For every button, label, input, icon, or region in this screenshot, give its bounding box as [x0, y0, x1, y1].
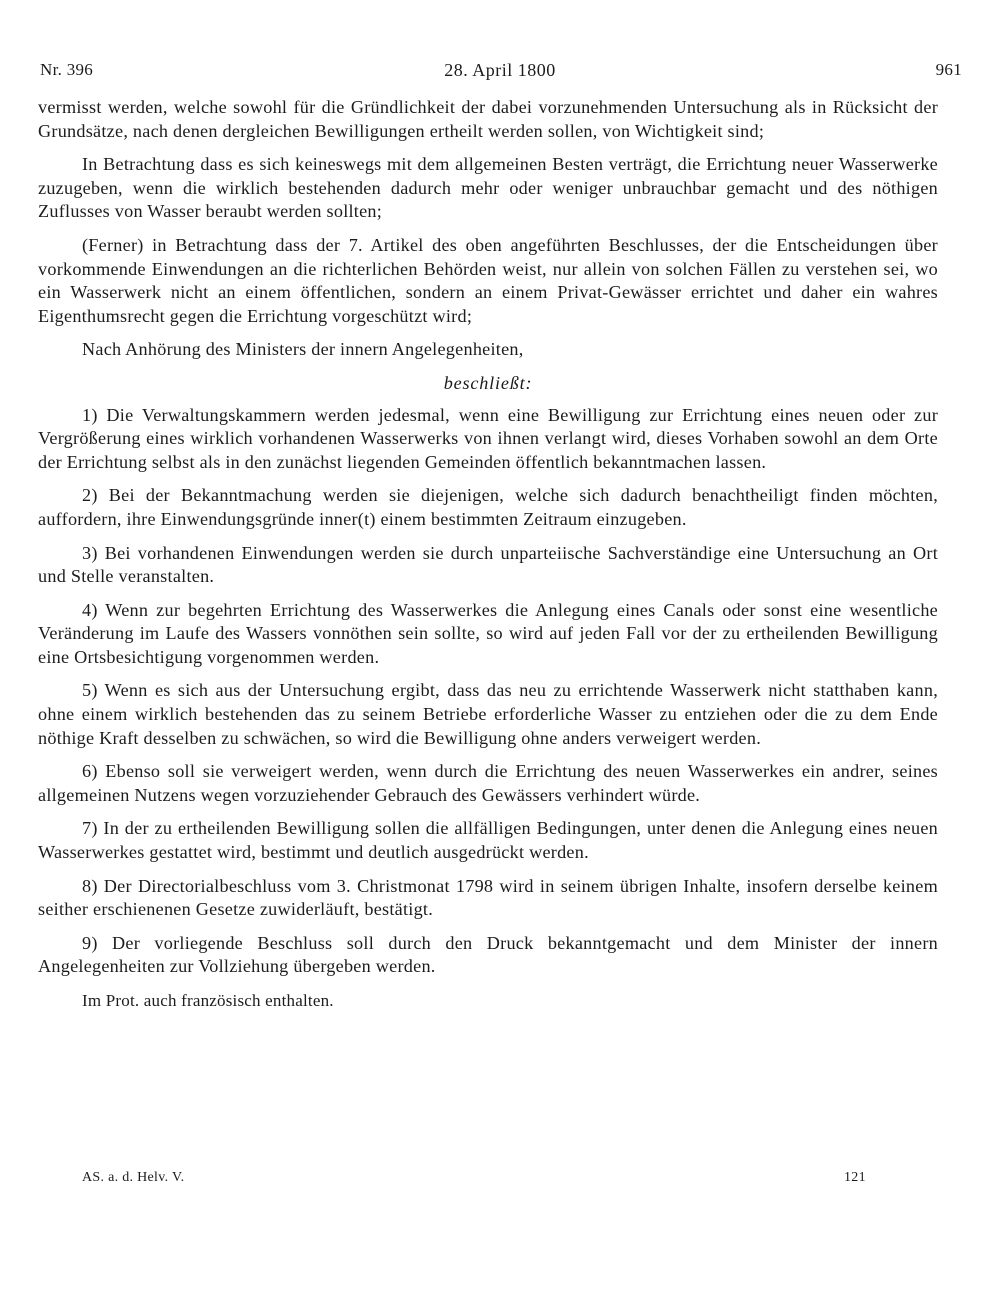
article-4: 4) Wenn zur begehrten Errichtung des Wasserwerkes die Anlegung eines Canals oder sonst eine wesentliche Veränderung im Laufe des Wassers vonnöthen sein sollte, so wird auf jeden Fall vor der zu ertheilenden Bewilligung eine Ortsbesichtigung vorgenommen werden.: [38, 599, 938, 667]
paragraph-hearing: Nach Anhörung des Ministers der innern Angelegenheiten,: [82, 339, 524, 360]
article-6: 6) Ebenso soll sie verweigert werden, wenn durch die Errichtung des neuen Wasserwerkes ein andrer, seines allgemeinen Nutzens wegen vorzuziehender Gebrauch des Gewässers verhindert würde.: [38, 761, 938, 805]
paragraph-consideration-1: In Betrachtung dass es sich keineswegs mit dem allgemeinen Besten verträgt, die Errichtung neuer Wasserwerke zuzugeben, wenn die wirklich bestehenden dadurch mehr oder weniger unbrauchbar gemacht und des nöthigen Zuflusses von Wasser beraubt werden sollten;: [38, 154, 938, 222]
document-date: 28. April 1800: [444, 60, 556, 80]
document-number: Nr. 396: [40, 60, 94, 79]
paragraph-consideration-2: (Ferner) in Betrachtung dass der 7. Artikel des oben angeführten Beschlusses, der die Entscheidungen über vorkommende Einwendungen an die richterlichen Behörden weist, nur allein von solchen Fällen zu verstehen sei, wo ein Wasserwerk nicht an einem öffentlichen, sondern an einem Privat-Gewässer errichtet und daher ein wahres Eigenthumsrecht gegen die Errichtung vorgeschützt wird;: [38, 234, 938, 326]
article-1: 1) Die Verwaltungskammern werden jedesmal, wenn eine Bewilligung zur Errichtung eines neuen oder zur Vergrößerung eines wirklich vorhandenen Wasserwerks von ihnen verlangt wird, dieses Vorhaben sowohl an dem Orte der Errichtung selbst als in den zunächst liegenden Gemeinden öffentlich bekanntmachen lassen.: [38, 404, 938, 472]
paragraph-continuation: vermisst werden, welche sowohl für die Gründlichkeit der dabei vorzunehmenden Untersuchung als in Rücksicht der Grundsätze, nach denen dergleichen Bewilligungen ertheilt werden sollen, von Wichtigkeit sind;: [38, 97, 938, 141]
article-2: 2) Bei der Bekanntmachung werden sie diejenigen, welche sich dadurch benachtheiligt finden möchten, auffordern, ihre Einwendungsgründe inner(t) einem bestimmten Zeitraum einzugeben.: [38, 485, 938, 529]
resolution-heading: beschließt:: [443, 372, 533, 393]
article-3: 3) Bei vorhandenen Einwendungen werden sie durch unparteiische Sachverständige eine Untersuchung an Ort und Stelle veranstalten.: [38, 542, 938, 587]
article-9: 9) Der vorliegende Beschluss soll durch den Druck bekanntgemacht und dem Minister der innern Angelegenheiten zur Vollziehung übergeben werden.: [38, 932, 938, 977]
document-body: [38, 96, 938, 1023]
article-7: 7) In der zu ertheilenden Bewilligung sollen die allfälligen Bedingungen, unter denen die Anlegung eines neuen Wasserwerkes gestattet wird, bestimmt und deutlich ausgedrückt werden.: [38, 818, 938, 863]
article-5: 5) Wenn es sich aus der Untersuchung ergibt, dass das neu zu errichtende Wasserwerk nicht statthaben kann, ohne einem wirklich bestehenden das zu seinem Betriebe erforderliche Wasser zu entziehen oder die zu dem Ende nöthige Kraft desselben zu schwächen, so wird die Bewilligung ohne anders verweigert werden.: [38, 680, 938, 748]
signature-mark: AS. a. d. Helv. V.: [82, 1170, 185, 1185]
article-8: 8) Der Directorialbeschluss vom 3. Christmonat 1798 wird in seinem übrigen Inhalte, insofern derselbe keinem seither erschienenen Gesetze zuwiderläuft, bestätigt.: [38, 875, 938, 920]
protocol-note: Im Prot. auch französisch enthalten.: [82, 991, 334, 1010]
sheet-number: 121: [844, 1170, 866, 1185]
page-number: 961: [935, 60, 962, 79]
